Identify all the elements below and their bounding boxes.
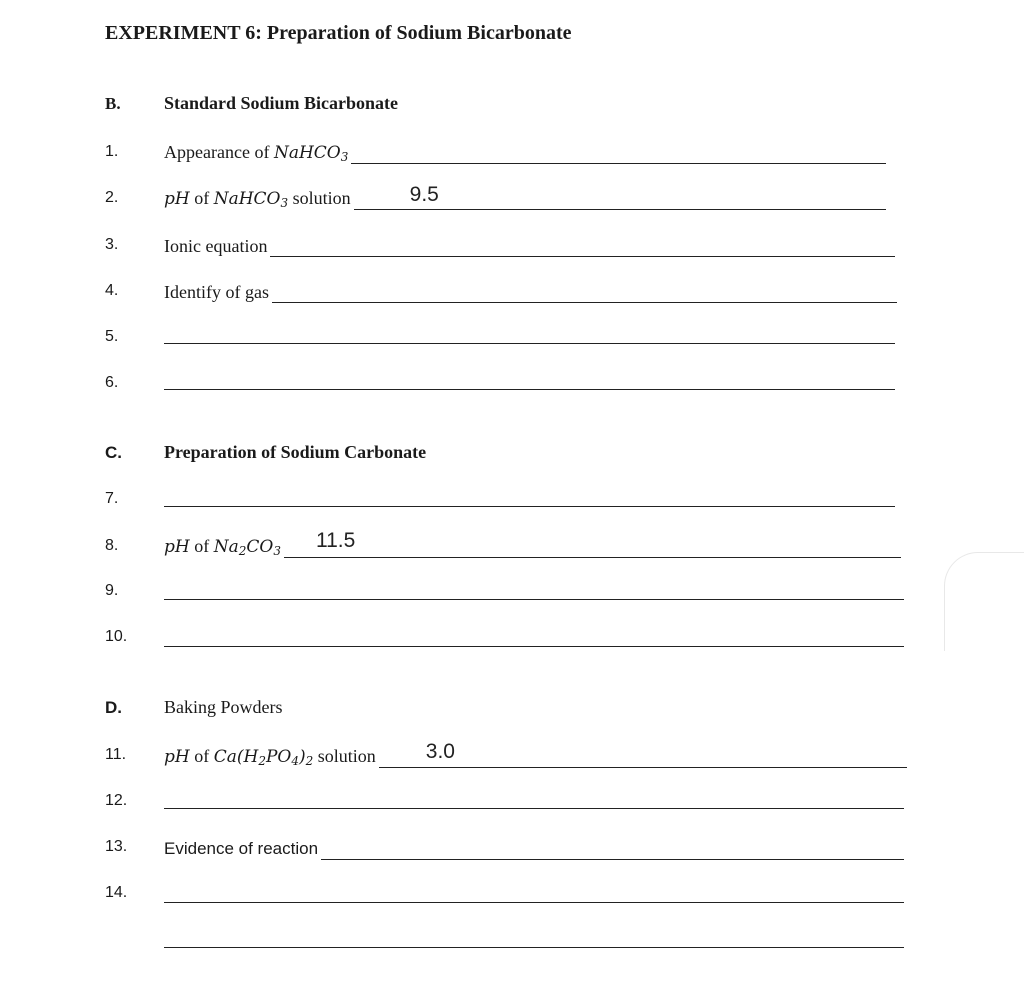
item-1-label: Appearance of NaHCO$_3$	[164, 142, 349, 164]
item-1-answer-line[interactable]	[351, 141, 886, 164]
item-11-answer-line[interactable]	[379, 740, 907, 768]
item-2-answer-line[interactable]	[354, 183, 886, 210]
item-3-row	[164, 229, 895, 257]
item-4-label: Identify of gas	[164, 282, 269, 302]
item-7-answer-line[interactable]	[164, 506, 895, 507]
item-13-answer-line[interactable]	[321, 837, 904, 860]
item-1-row	[164, 136, 886, 164]
item-6-number: 6.	[105, 374, 119, 391]
item-12-number: 12.	[105, 792, 128, 809]
item-8-number: 8.	[105, 537, 119, 554]
item-11-number: 11.	[105, 746, 127, 763]
item-8-row	[164, 530, 901, 558]
item-14-number: 14.	[105, 884, 128, 901]
item-2-answer: 9.5	[409, 183, 439, 206]
item-11-label: pH of $Ca(H_2PO_4)_2$ solution	[164, 746, 376, 768]
item-13-number: 13.	[105, 838, 128, 855]
section-d-letter: D.	[105, 698, 122, 717]
section-c-title: Preparation of Sodium Carbonate	[164, 442, 427, 462]
item-3-number: 3.	[105, 236, 119, 253]
item-11-answer: 3.0	[425, 740, 455, 763]
item-13-row	[164, 832, 904, 860]
section-c-letter: C.	[105, 443, 122, 462]
item-8-answer: 11.5	[315, 529, 356, 552]
item-2-label: pH of NaHCO$_3$ solution	[164, 188, 351, 210]
item-10-number: 10.	[105, 628, 128, 645]
item-2-number: 2.	[105, 189, 119, 206]
item-5-number: 5.	[105, 328, 119, 345]
item-4-row	[164, 275, 897, 303]
section-d-title: Baking Powders	[164, 697, 283, 717]
item-5-answer-line[interactable]	[164, 343, 895, 344]
item-9-answer-line[interactable]	[164, 599, 904, 600]
item-4-answer-line[interactable]	[272, 280, 897, 303]
item-11-row	[164, 740, 907, 768]
item-9-number: 9.	[105, 582, 119, 599]
item-10-answer-line[interactable]	[164, 646, 904, 647]
background-shape	[944, 552, 1024, 651]
section-b-letter: B.	[105, 94, 121, 113]
item-6-answer-line[interactable]	[164, 389, 895, 390]
item-2-row	[164, 182, 886, 210]
item-4-number: 4.	[105, 282, 119, 299]
item-1-number: 1.	[105, 143, 119, 160]
item-13-label: Evidence of reaction	[164, 839, 319, 858]
item-12-answer-line[interactable]	[164, 808, 904, 809]
item-14-answer-line-2[interactable]	[164, 947, 904, 948]
item-8-label: pH of $Na_2CO_3$	[164, 536, 281, 558]
item-3-answer-line[interactable]	[270, 234, 895, 257]
item-14-answer-line[interactable]	[164, 902, 904, 903]
item-3-label: Ionic equation	[164, 236, 268, 256]
item-8-answer-line[interactable]	[284, 529, 901, 558]
item-7-number: 7.	[105, 490, 119, 507]
section-b-title: Standard Sodium Bicarbonate	[164, 93, 399, 113]
page-title: EXPERIMENT 6: Preparation of Sodium Bicarbonate	[105, 22, 572, 44]
